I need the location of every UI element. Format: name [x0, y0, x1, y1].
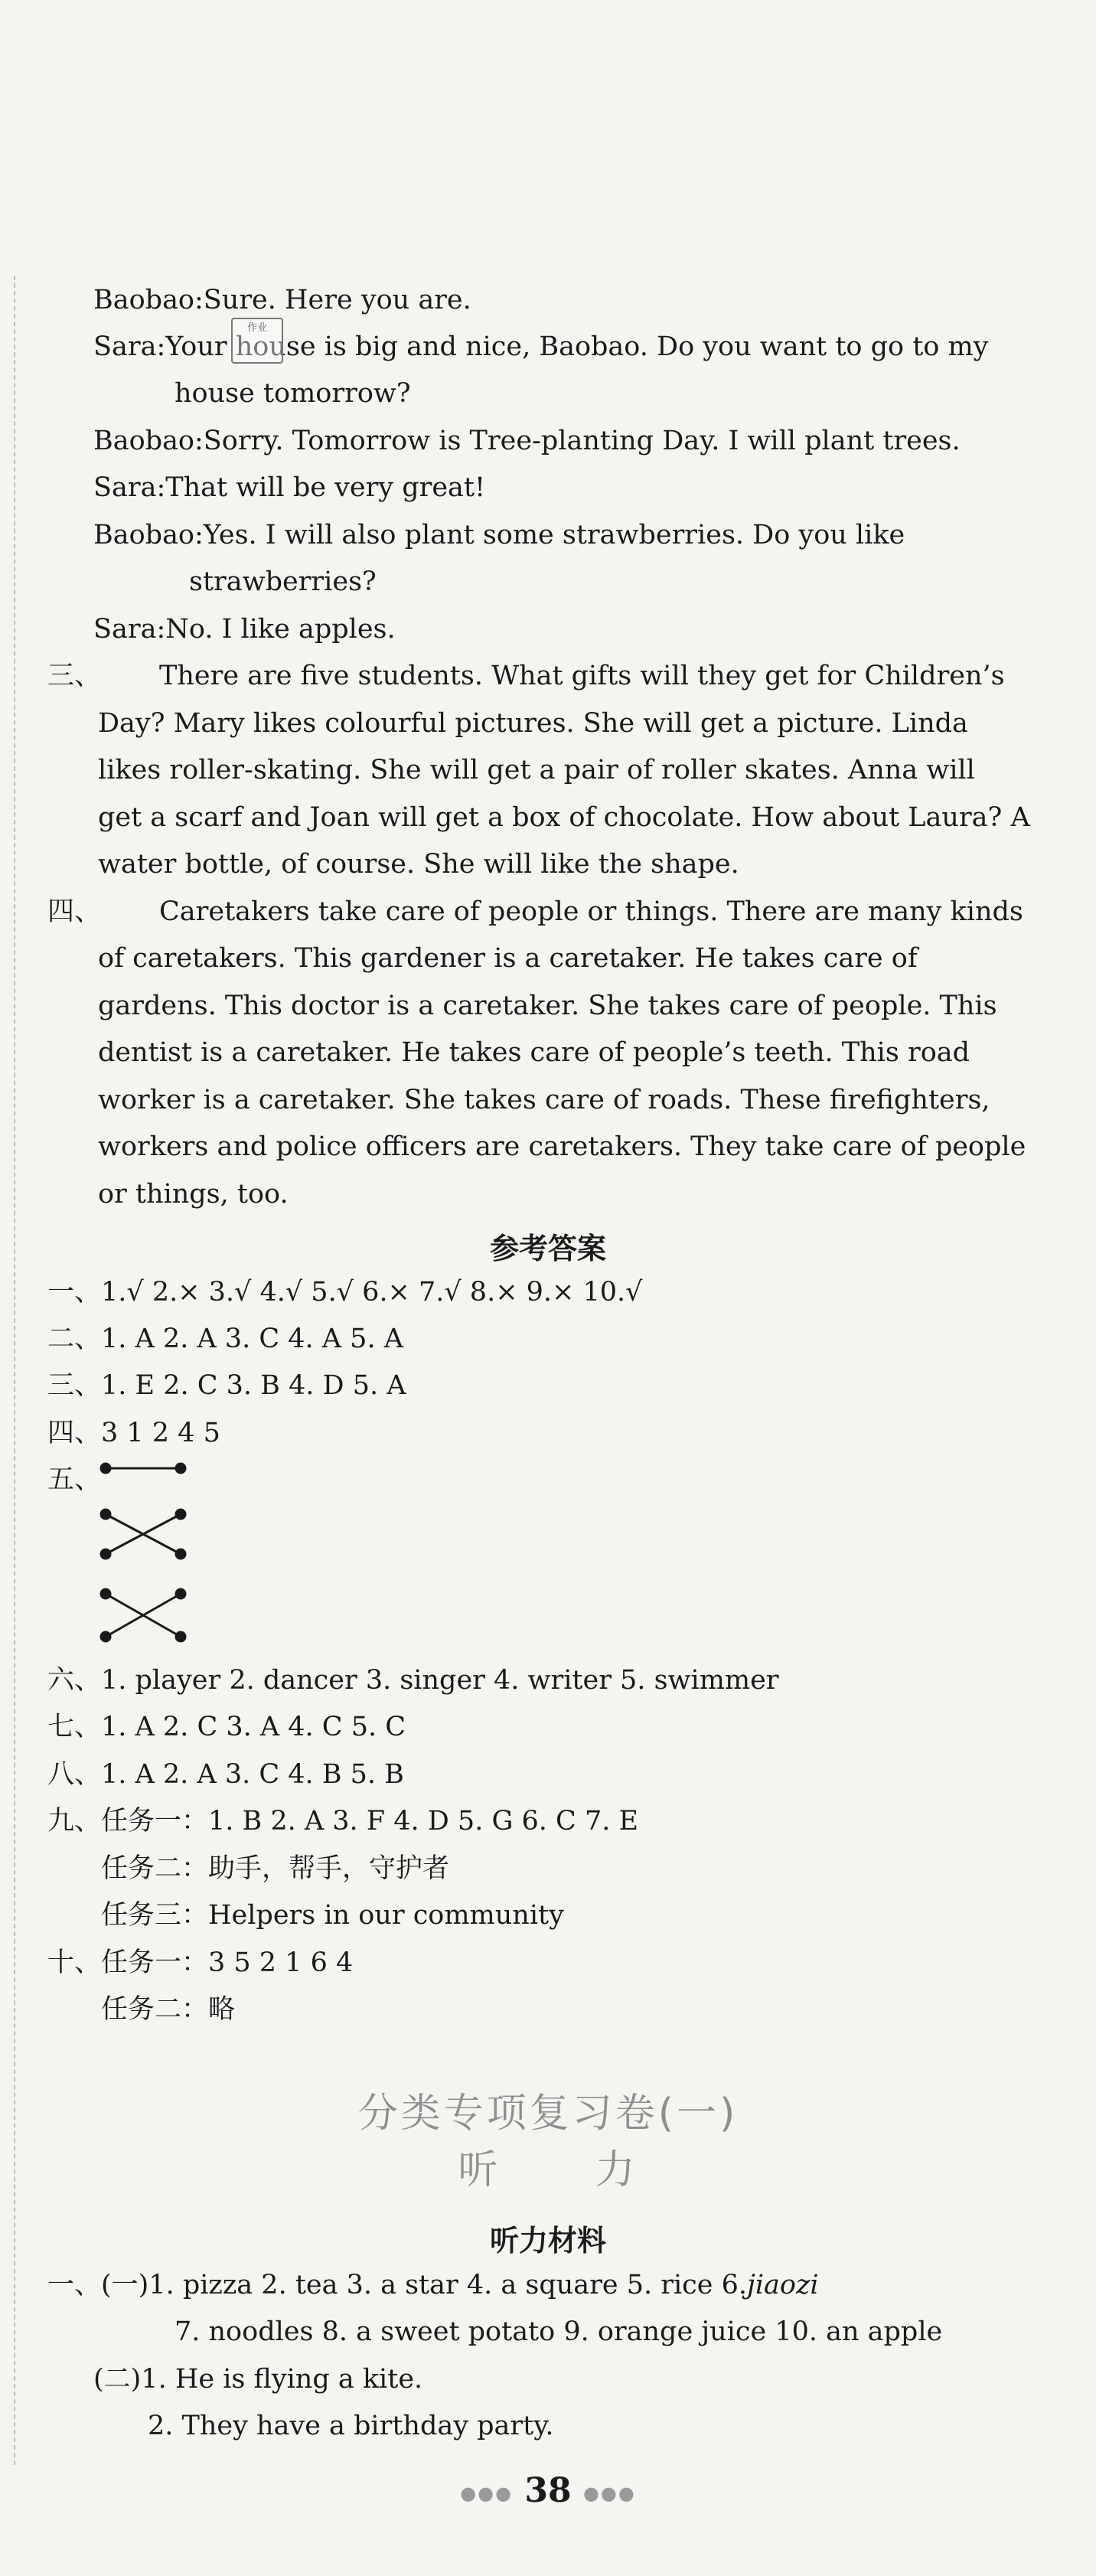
- paragraph-line: water bottle, of course. She will like the shape.: [98, 849, 739, 880]
- paragraph-line: likes roller-skating. She will get a pair of roller skates. Anna will: [98, 755, 975, 785]
- stamp-logo: 作业: [231, 318, 283, 364]
- answer-line: 任务二：助手，帮手，守护者: [101, 1853, 450, 1884]
- answer-line: 五、: [47, 1464, 102, 1495]
- dialogue-line: Baobao:Yes. I will also plant some strawberries. Do you like: [93, 520, 905, 550]
- matching-lines-diagram: [90, 1462, 197, 1646]
- match-dot: [176, 1589, 185, 1598]
- match-dot: [101, 1464, 110, 1473]
- answer-line: 三、1. E 2. C 3. B 4. D 5. A: [47, 1370, 406, 1401]
- match-dot: [176, 1510, 185, 1519]
- section-number: 三、: [47, 661, 102, 691]
- page-number: ●●● 38 ●●●: [460, 2471, 636, 2510]
- answers-heading: 参考答案: [489, 1232, 606, 1265]
- section-number: 四、: [47, 896, 102, 927]
- paragraph-line: get a scarf and Joan will get a box of chocolate. How about Laura? A: [98, 802, 1030, 833]
- review-title: 分类专项复习卷(一): [357, 2091, 739, 2137]
- paragraph-line: dentist is a caretaker. He takes care of people’s teeth. This road: [98, 1037, 970, 1068]
- answer-line: 二、1. A 2. A 3. C 4. A 5. A: [47, 1324, 403, 1354]
- paragraph-line: of caretakers. This gardener is a caretaker. He takes care of: [98, 943, 918, 974]
- dialogue-line: Sara:No. I like apples.: [93, 614, 396, 645]
- match-dot: [101, 1589, 110, 1598]
- paragraph-line: worker is a caretaker. She takes care of roads. These firefighters,: [98, 1085, 990, 1115]
- paragraph-line: or things, too.: [98, 1179, 289, 1210]
- match-dot: [101, 1510, 110, 1519]
- paragraph-line: workers and police officers are caretakers. They take care of people: [98, 1131, 1026, 1162]
- decor-dots-right: ●●●: [582, 2482, 636, 2504]
- answer-line: 一、1.√ 2.× 3.√ 4.√ 5.√ 6.× 7.√ 8.× 9.× 10.√: [47, 1277, 643, 1308]
- paragraph-line: Caretakers take care of people or things. There are many kinds: [159, 896, 1023, 927]
- answer-line: 任务三：Helpers in our community: [101, 1900, 564, 1931]
- jiaozi-italic: jiaozi: [746, 2270, 819, 2300]
- answer-line: 八、1. A 2. A 3. C 4. B 5. B: [47, 1759, 404, 1790]
- answer-line: 六、1. player 2. dancer 3. singer 4. writer 5. swimmer: [47, 1665, 779, 1696]
- paragraph-line: gardens. This doctor is a caretaker. She takes care of people. This: [98, 991, 997, 1021]
- match-dot: [101, 1632, 110, 1641]
- listening-line: 一、(一)1. pizza 2. tea 3. a star 4. a square 5. rice 6.jiaozi: [47, 2270, 819, 2300]
- dialogue-line: Sara:Your house is big and nice, Baobao. Do you want to go to my: [93, 331, 989, 362]
- paragraph-line: There are five students. What gifts will they get for Children’s: [159, 661, 1005, 691]
- answer-line: 十、任务一：3 5 2 1 6 4: [47, 1948, 354, 1978]
- answer-line: 四、3 1 2 4 5: [47, 1418, 220, 1448]
- match-dot: [176, 1549, 185, 1559]
- answer-line: 九、任务一：1. B 2. A 3. F 4. D 5. G 6. C 7. E: [47, 1806, 639, 1837]
- dialogue-continuation: strawberries?: [189, 566, 377, 597]
- dialogue-line: Sara:That will be very great!: [93, 472, 486, 503]
- dialogue-continuation: house tomorrow?: [175, 378, 411, 409]
- listening-line: (二)1. He is flying a kite.: [93, 2364, 423, 2395]
- match-dot: [101, 1549, 110, 1559]
- decor-dots-left: ●●●: [460, 2482, 514, 2504]
- listening-line: 7. noodles 8. a sweet potato 9. orange juice 10. an apple: [175, 2316, 943, 2347]
- match-dot: [176, 1632, 185, 1641]
- match-dot: [176, 1464, 185, 1473]
- answer-line: 七、1. A 2. C 3. A 4. C 5. C: [47, 1712, 406, 1742]
- dialogue-line: Baobao:Sure. Here you are.: [93, 285, 471, 315]
- listening-line: 2. They have a birthday party.: [148, 2411, 554, 2441]
- review-subtitle: 听 力: [458, 2147, 638, 2193]
- paragraph-line: Day? Mary likes colourful pictures. She will get a picture. Linda: [98, 708, 968, 739]
- dialogue-line: Baobao:Sorry. Tomorrow is Tree-planting Day. I will plant trees.: [93, 426, 961, 456]
- listening-heading: 听力材料: [489, 2224, 606, 2258]
- answer-line: 任务二：略: [101, 1994, 236, 2025]
